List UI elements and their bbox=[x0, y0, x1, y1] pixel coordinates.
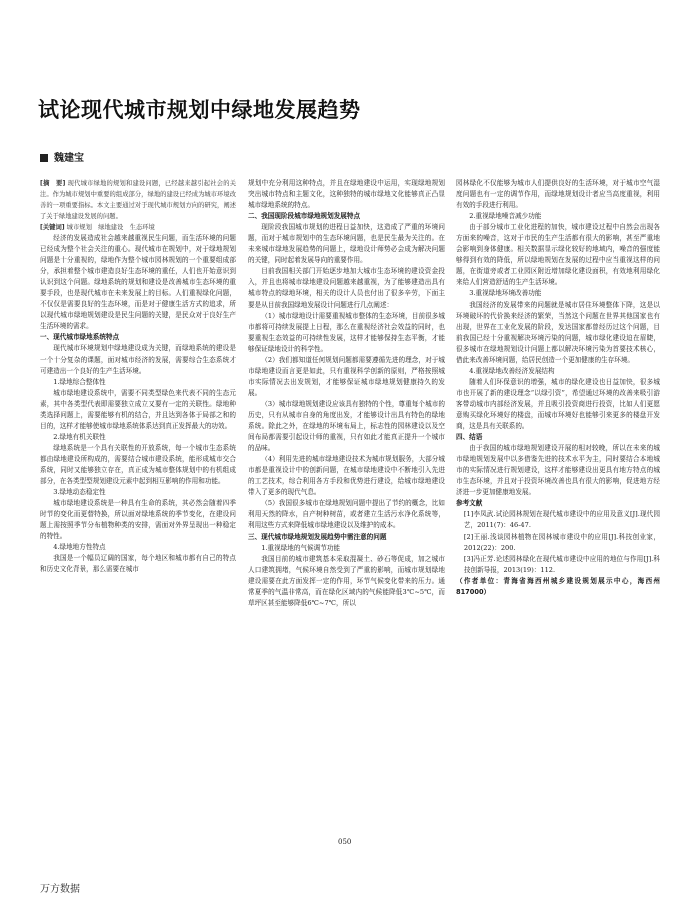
subsection-heading: 2.重视绿地噪音减少功能 bbox=[469, 212, 542, 221]
section-heading: 一、现代城市绿地系统特点 bbox=[40, 333, 120, 342]
paragraph: 现代城市环境规划中绿地建设成为关键，而绿地系统的建设是一个十分复杂的课题，面对城市经济的发展，需要综合生态系统才可建造出一个良好的生产生活环境。 bbox=[40, 344, 236, 375]
paragraph: 我国经济的发展带来的问题就是城市居住环境整体下降，这是以环境破坏的代价换来经济的繁荣，当然这个问题在世界其他国家也有出现，世界在工业化发展的阶段，发达国家都曾经历过这个问题，目前我国已经十分重视解决环境污染的问题，城市绿化建设迫在眉睫，很多城市在绿地规划设计问题上都以解决环境污染为首要技术核心，借此来改善环境问题，给居民创造一个更加健康的生存环境。 bbox=[456, 300, 660, 364]
column-1 bbox=[40, 178, 236, 575]
section-heading: 三、现代城市绿地规划发展趋势中需注意的问题 bbox=[248, 532, 387, 541]
footer-watermark: 万方数据 bbox=[40, 884, 80, 895]
paragraph: 由于我国的城市绿地规划建设开展的相对较晚，所以在未来的城市绿地规划发展中以多借鉴先进的技术水平为主，同时要结合本地城市的实际情况进行规划建设，这样才能够建设出更具有地方特点的城市生态环境，并且对于投资环境改善也具有很大的影响，促进地方经济进一步更加健康地发展。 bbox=[456, 444, 660, 497]
reference-item: [2]王丽.浅谈园林植物在园林城市建设中的应用[J].科技创业家，2012(22)：200. bbox=[463, 532, 660, 552]
paragraph: （2）我们都知道任何规划问题都需要遵循先进的理念，对于城市绿地建设而言更是如此，只有重视科学创新的原则，严格按照城市实际情况去出发规划，才能够保证城市绿地规划健康持久的发展。 bbox=[248, 355, 445, 397]
author-affiliation: （作者单位：青海省海西州城乡建设规划展示中心，海西州 817000） bbox=[456, 576, 667, 596]
paragraph: 经济的发展造成社会越来越重视民生问题，而生活环境的问题已经成为整个社会关注的重心。现代城市在规划中，对于绿地规划问题是十分重视的，绿地作为整个城市园林规划的一个重要组成部分，承担着整个城市建造良好生态环境的重任，人们也开始意识到认识到这个问题。绿地系统的规划和建设是改善城市生态环境的重要手段，也是现代城市在未来发展上的目标。人们重视绿化问题，不仅仅是需要良好的生态环境，而是对于健康生活方式的追求，所以现代城市绿地规划建设是民生问题的关键，是民众对于良好生产生活环境的需求。 bbox=[40, 234, 236, 331]
page-number: 050 bbox=[338, 838, 352, 846]
references-heading: 参考文献 bbox=[456, 499, 483, 508]
reference-item: [3]冯正芳.论述园林绿化在现代城市建设中应用的地位与作用[J].科技创新导报，2013(19)：112. bbox=[463, 554, 660, 574]
keywords-label: [关键词] bbox=[40, 224, 65, 231]
keywords bbox=[40, 222, 236, 233]
paragraph: （1）城市绿地设计需要重视城市整体的生态环境，目前很多城市都将可持续发展提上日程，那么在重视经济社会效益的同时，也要重视生态效益的可持续性发展，这样才能够保持生态平衡，才能够保证绿地设计的科学性。 bbox=[248, 311, 445, 353]
paragraph: 城市绿地建设系统中，需要不同类型绿色来代表不同的生态元素，其中各类型代表即需要独立成立又要有一定的关联性。绿地种类选择问题上，需要能够有机的结合，并且达到各体于局部之和的目的，这样才能够使城市绿地系统体系达到真正发挥最大的功效。 bbox=[40, 388, 236, 430]
section-heading: 四、结语 bbox=[456, 433, 483, 442]
column-3 bbox=[456, 178, 667, 598]
column-2 bbox=[248, 178, 445, 609]
abstract-label: [摘 要] bbox=[40, 180, 66, 187]
square-bullet-icon bbox=[40, 154, 48, 162]
paragraph: 随着人们环保意识的增强，城市的绿化建设也日益加快，很多城市也开展了新的建设理念“以绿引资”，希望通过环境的改善来吸引游客带动城市内部经济发展，并且吸引投资商进行投资，比如人们更愿意购买绿化环境好的楼盘，而城市环境好也能够引来更多的楼盘开发商，这是具有关联系的。 bbox=[456, 377, 660, 431]
subsection-heading: 3.绿地动态稳定性 bbox=[53, 488, 106, 497]
article-title: 试论现代城市规划中绿地发展趋势 bbox=[38, 98, 361, 122]
subsection-heading: 4.绿地地方性特点 bbox=[53, 543, 106, 552]
subsection-heading: 1.绿地综合整体性 bbox=[53, 377, 106, 386]
keywords-text: 城市规划 绿地建设 生态环境 bbox=[66, 224, 155, 231]
subsection-heading: 3.重视绿地环境改善功能 bbox=[469, 289, 542, 298]
references-list bbox=[456, 509, 660, 575]
paragraph: （5）我国很多城市在绿地规划问题中提出了节约的概念，比如利用天然的降水，自产树种树苗，或者建立生活污水净化系统等，利用这些方式来降低城市绿地建设以及维护的成本。 bbox=[248, 499, 445, 530]
subsection-heading: 4.重视绿地改善经济发展结构 bbox=[469, 366, 555, 375]
section-heading: 二、我国现阶段城市绿地规划发展特点 bbox=[248, 212, 361, 221]
abstract-text: 现代城市绿地的规划和建设问题，已经越来越引起社会的关注。作为城市规划中重要的组成部分，绿地的建设已经成为城市环境改善的一项重要指标。本文主要通过对于现代城市规划方向的研究，阐述了关于绿地建设发展的问题。 bbox=[40, 180, 237, 220]
paragraph: （4）利用先进的城市绿地建设技术为城市规划服务，大部分城市都是重视设计中的创新问题，在城市绿地建设中不断地引入先进的工艺技术，综合利用各方手段和优势进行建设，给城市绿地建设带入了更多的现代气息。 bbox=[248, 455, 445, 497]
paragraph: 目前我国相关部门开始逐步地加大城市生态环境的建设资金投入，并且也将城市绿地建设问题越来越重视，为了能够建造出具有城市特点的绿地环境，相关的设计人员也付出了很多辛劳，下面主要是从目前我国绿地发展设计问题进行几点阐述： bbox=[248, 267, 445, 309]
paragraph: 现阶段我国城市规划的进程日益加快，这造成了严重的环境问题，而对于城市规划中的生态环境问题，也是民生最为关注的。在未来城市绿地发展趋势的问题上，绿地设计师势必会成为解决问题的关键，同时起着发展导向的重要作用。 bbox=[248, 223, 445, 265]
paragraph: （3）城市绿地规划建设应该具有独特的个性，尊重每个城市的历史，只有从城市自身的角度出发，才能够设计出具有特色的绿地系统。除此之外，在绿地的环境布局上，标志性的园林建设以及空间布局都需要引起设计师的重视，只有如此才能真正提升一个城市的品味。 bbox=[248, 399, 445, 453]
paragraph: 我国目前的城市建筑基本采取混凝土、砂石等促成，加之城市人口建筑拥堵，气候环境自然受到了严重的影响，而城市规划绿地建设需要在此方面发挥一定的作用，环节气候变化带来的压力。通常夏季的气温非常高，而在绿化区域内的气候能降低3℃~5℃，而草坪区甚至能够降低6℃~7℃，所以 bbox=[248, 554, 445, 607]
reference-item: [1]李凤武.试论园林规划在现代城市建设中的应用及意义[J].现代园艺，2011(7)：46-47. bbox=[463, 510, 660, 530]
paragraph: 园林绿化不仅能够为城市人们提供良好的生活环境，对于城市空气湿度问题也有一定的调节作用，而绿地规划设计者应当高度重视，利用有效的手段进行利用。 bbox=[456, 179, 660, 210]
paragraph: 规划中充分利用这种特点，并且在绿地建设中运用，实现绿地规划突出城市特点和主题文化，这种独特的城市绿地文化能够真正凸显城市绿地系统的特点。 bbox=[248, 179, 445, 210]
abstract bbox=[40, 178, 236, 222]
paragraph: 由于部分城市工业化进程的加快，城市建设过程中自然会出现各方面来的噪音，这对于市民的生产生活都有很大的影响，甚至严重地会影响到身体健康。相关数据显示绿化较好的地域内，噪音的强度能够得到有效的降低，所以绿地规划在发展的过程中应当重视这样的问题，在街道旁或者工业园区附近增加绿化建设面积，有效地利用绿化来给人们营造舒适的生产生活环境。 bbox=[456, 223, 660, 287]
author-line bbox=[40, 149, 84, 164]
author-name: 魏建宝 bbox=[54, 153, 84, 164]
subsection-heading: 2.绿地有机关联性 bbox=[53, 432, 106, 441]
paragraph: 绿地系统是一个具有关联性的开放系统，每一个城市生态系统都由绿地建设所构成的，需要结合城市建设系统，能形成城市交合系统，同时又能够独立存在，真正成为城市整体规划中的有机组成部分，在各类型型规划建设元素中起到相互影响的作用和功能。 bbox=[40, 443, 236, 486]
paragraph: 我国是一个幅员辽阔的国家，每个地区和城市都有自己的特点和历史文化背景，那么需要在城市 bbox=[40, 554, 236, 574]
subsection-heading: 1.重视绿地的气候调节功能 bbox=[261, 543, 341, 552]
paragraph: 城市绿地建设系统是一种具有生命的系统，其必然会随着四季时节的变化而更替特换，所以面对绿地系统的季节变化，在建设问题上需按照季节分布植物种类的安排，需面对外界呈现出一种稳定的特性。 bbox=[40, 499, 236, 541]
